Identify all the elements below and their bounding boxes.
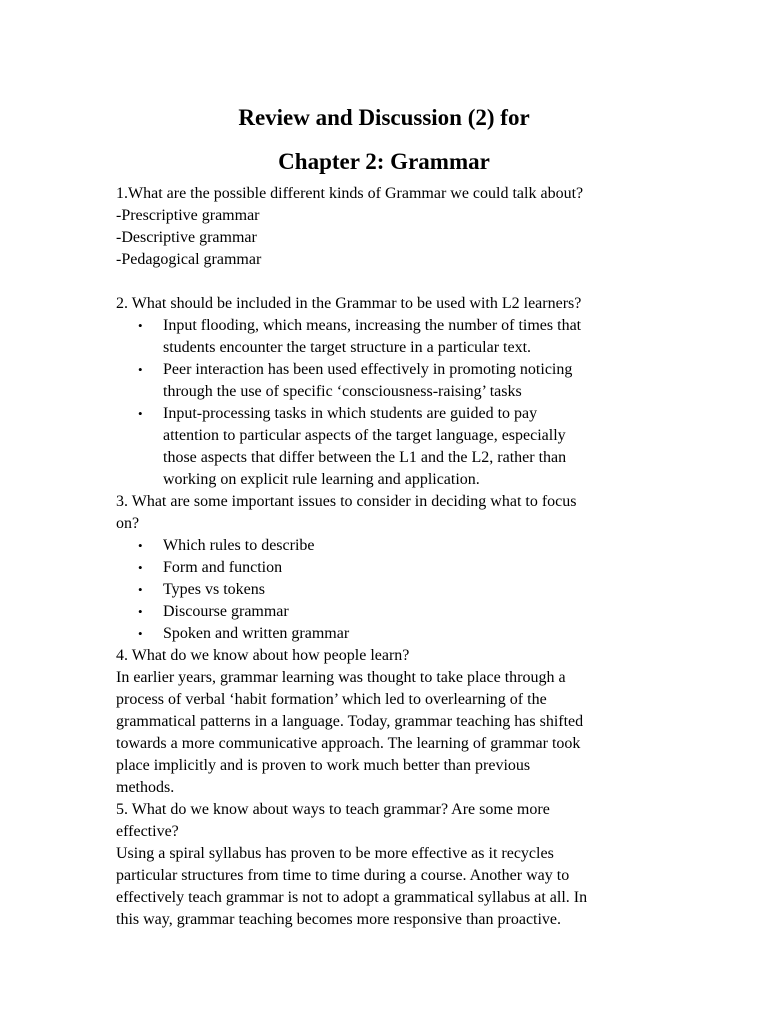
- answer-4-line: towards a more communicative approach. The learning of grammar took: [116, 735, 581, 752]
- answer-5-line: Using a spiral syllabus has proven to be more effective as it recycles: [116, 845, 554, 862]
- document-title: Review and Discussion (2) for: [238, 105, 530, 130]
- answer-1-item: -Descriptive grammar: [116, 229, 257, 246]
- list-item: [116, 315, 656, 359]
- list-item-line: Input-processing tasks in which students are guided to pay: [163, 405, 538, 422]
- bullet-icon: •: [138, 560, 143, 575]
- paragraph-spacer: [116, 271, 656, 293]
- bullet-icon: •: [138, 406, 143, 421]
- list-item-text: Which rules to describe: [163, 537, 315, 554]
- question-2: 2. What should be included in the Grammar to be used with L2 learners?: [116, 295, 582, 312]
- question-3: 3. What are some important issues to consider in deciding what to focus: [116, 493, 577, 510]
- answer-5-line: this way, grammar teaching becomes more responsive than proactive.: [116, 911, 562, 928]
- list-item: [116, 601, 656, 623]
- list-item-text: Spoken and written grammar: [163, 625, 350, 642]
- list-item-text: [163, 359, 656, 403]
- list-item-line: attention to particular aspects of the target language, especially: [163, 427, 566, 444]
- bullet-icon: •: [138, 362, 143, 377]
- question-1: 1.What are the possible different kinds of Grammar we could talk about?: [116, 185, 584, 202]
- document-body: [116, 183, 656, 931]
- bullet-icon: •: [138, 582, 143, 597]
- answer-5-line: particular structures from time to time during a course. Another way to: [116, 867, 570, 884]
- bullet-icon: •: [138, 318, 143, 333]
- list-item-text: [163, 403, 656, 491]
- list-item-line: those aspects that differ between the L1 and the L2, rather than: [163, 449, 567, 466]
- chapter-heading: Chapter 2: Grammar: [278, 149, 490, 174]
- list-item-text: Discourse grammar: [163, 603, 289, 620]
- bullet-icon: •: [138, 626, 143, 641]
- answer-1-item: -Prescriptive grammar: [116, 207, 260, 224]
- answer-1-item: -Pedagogical grammar: [116, 251, 262, 268]
- answer-2-list: [116, 315, 656, 491]
- list-item-line: Input flooding, which means, increasing the number of times that: [163, 317, 582, 334]
- question-5-continued: effective?: [116, 823, 179, 840]
- answer-4-line: methods.: [116, 779, 175, 796]
- list-item-line: Peer interaction has been used effectively in promoting noticing: [163, 361, 573, 378]
- answer-4-line: In earlier years, grammar learning was thought to take place through a: [116, 669, 566, 686]
- list-item: [116, 557, 656, 579]
- answer-5-line: effectively teach grammar is not to adopt a grammatical syllabus at all. In: [116, 889, 588, 906]
- list-item: [116, 623, 656, 645]
- bullet-icon: •: [138, 604, 143, 619]
- question-5: 5. What do we know about ways to teach grammar? Are some more: [116, 801, 550, 818]
- question-4: 4. What do we know about how people learn?: [116, 647, 410, 664]
- list-item-line: through the use of specific ‘consciousness-raising’ tasks: [163, 383, 522, 400]
- list-item-text: [163, 315, 656, 359]
- answer-3-list: [116, 535, 656, 645]
- list-item-line: students encounter the target structure in a particular text.: [163, 339, 532, 356]
- list-item: [116, 403, 656, 491]
- bullet-icon: •: [138, 538, 143, 553]
- question-3-continued: on?: [116, 515, 140, 532]
- list-item: [116, 359, 656, 403]
- list-item: [116, 579, 656, 601]
- list-item: [116, 535, 656, 557]
- answer-4-line: grammatical patterns in a language. Today, grammar teaching has shifted: [116, 713, 584, 730]
- list-item-text: Types vs tokens: [163, 581, 265, 598]
- list-item-text: Form and function: [163, 559, 283, 576]
- list-item-line: working on explicit rule learning and application.: [163, 471, 480, 488]
- answer-4-line: process of verbal ‘habit formation’ which led to overlearning of the: [116, 691, 547, 708]
- answer-4-line: place implicitly and is proven to work much better than previous: [116, 757, 531, 774]
